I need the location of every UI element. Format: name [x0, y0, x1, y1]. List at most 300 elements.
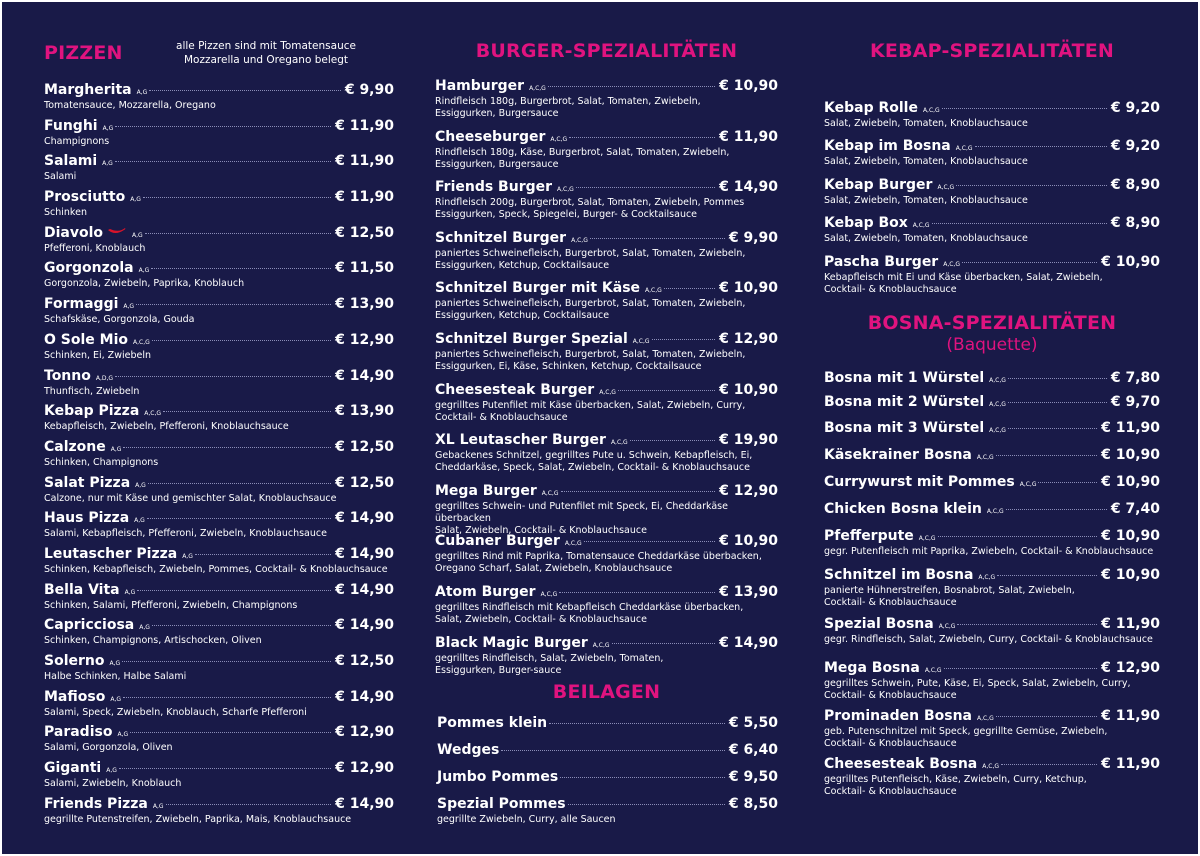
item-name: Tonno [44, 367, 91, 384]
burger-item-header [435, 483, 778, 501]
item-price: € 11,90 [1101, 707, 1160, 724]
item-description: Salami [44, 171, 77, 183]
bosna-item-header [824, 660, 1160, 678]
dotted-leader [549, 723, 725, 724]
item-description: Tomatensauce, Mozzarella, Oregano [44, 100, 216, 111]
pizzen-item [44, 475, 394, 511]
dotted-leader [932, 223, 1107, 224]
item-description: Essiggurken, Ketchup, Cocktailsauce [435, 259, 610, 271]
item-description: Calzone, nur mit Käse und gemischter Salat, Knoblauchsauce [44, 492, 337, 504]
dotted-leader [975, 146, 1107, 147]
item-description: Rindfleisch 180g, Käse, Burgerbrot, Salat, Tomaten, Zwiebeln, [435, 146, 730, 158]
item-allergens: A,C,G [918, 534, 936, 542]
item-allergens: A,G [152, 802, 164, 810]
item-name: Schnitzel Burger Spezial [435, 330, 628, 347]
item-price: € 13,90 [335, 403, 394, 420]
dotted-leader [956, 185, 1107, 186]
item-allergens: A,C,G [632, 337, 650, 345]
item-allergens: A,G [130, 196, 141, 204]
item-description: paniertes Schweinefleisch, Burgerbrot, Salat, Tomaten, Zwiebeln, [435, 247, 746, 259]
dotted-leader [561, 491, 716, 492]
kebap-list [824, 100, 1160, 295]
kebap-item-header [824, 254, 1160, 272]
item-name: Currywurst mit Pommes [824, 473, 1015, 490]
bosna-item-header [824, 567, 1160, 585]
item-price: € 6,40 [728, 742, 778, 759]
item-description: Essiggurken, Speck, Spiegelei, Burger- & Cocktailsauce [435, 209, 698, 221]
pizzen-item [44, 582, 394, 618]
dotted-leader [944, 668, 1098, 669]
item-allergens: A,G [136, 89, 148, 96]
pizzen-item-header [44, 546, 394, 564]
burger-item-header [435, 584, 778, 602]
dotted-leader [942, 108, 1107, 109]
dotted-leader [151, 268, 331, 269]
item-price: € 10,90 [1101, 446, 1160, 463]
burger-column [435, 2, 778, 826]
pizzen-item-header [44, 332, 394, 350]
dotted-leader [166, 804, 332, 805]
item-allergens: A,G [117, 731, 129, 739]
bosna-item [824, 528, 1160, 567]
kebap-title: KEBAP-SPEZIALITÄTEN [869, 40, 1115, 62]
item-description: Rindfleisch 200g, Burgerbrot, Salat, Tomaten, Zwiebeln, Pommes [435, 197, 745, 209]
item-description: Schinken, Champignons, Artischocken, Oliven [44, 635, 262, 647]
pizzen-item [44, 689, 394, 725]
pizzen-column [44, 2, 394, 831]
item-description: panierte Hühnerstreifen, Bosnabrot, Salat, Zwiebeln, [824, 584, 1075, 596]
item-name: Bosna mit 2 Würstel [824, 393, 985, 410]
dotted-leader [569, 137, 715, 138]
item-price: € 10,90 [1101, 566, 1160, 583]
item-allergens: A,C,G [540, 590, 558, 598]
bosna-item [824, 370, 1160, 394]
item-description: gegrilltes Rindfleisch mit Kebapfleisch Cheddarkäse überbacken, [435, 601, 744, 613]
dotted-leader [1008, 378, 1107, 379]
burger-item-header [435, 230, 778, 248]
kebap-item-header [824, 100, 1160, 118]
item-name: Margherita [44, 82, 132, 98]
bosna-item-header [824, 756, 1160, 774]
item-allergens: A,G [124, 588, 136, 596]
item-description: Gebackenes Schnitzel, gegrilltes Pute u. Schwein, Kebapfleisch, Ei, [435, 450, 753, 462]
pizzen-item-header [44, 368, 394, 386]
bosna-item [824, 420, 1160, 447]
item-price: € 12,50 [335, 474, 394, 491]
beilagen-title: BEILAGEN [552, 681, 661, 704]
item-description: Salat, Zwiebeln, Tomaten, Knoblauchsauce [824, 156, 1028, 168]
item-price: € 12,50 [335, 653, 394, 669]
dotted-leader [136, 304, 331, 305]
item-description: Essiggurken, Burgersauce [435, 108, 559, 119]
item-description: paniertes Schweinefleisch, Burgerbrot, Salat, Tomaten, Zwiebeln, [435, 348, 746, 360]
beilagen-item [437, 715, 778, 742]
item-price: € 10,90 [1101, 253, 1160, 270]
dotted-leader [147, 518, 331, 519]
pizzen-note-line-1: alle Pizzen sind mit Tomatensauce [176, 40, 356, 52]
item-name: Kebap Box [824, 215, 908, 232]
item-name: Atom Burger [435, 583, 536, 600]
pizzen-item-header [44, 617, 394, 635]
burger-item-header [435, 280, 778, 298]
bosna-item-header [824, 370, 1160, 388]
dotted-leader [996, 716, 1097, 717]
item-allergens: A,G [109, 660, 121, 667]
item-allergens: A,C,G [541, 489, 559, 497]
pizzen-item-header [44, 760, 394, 778]
item-price: € 14,90 [719, 634, 778, 651]
item-allergens: A,C,G [937, 183, 955, 191]
pizzen-item-header [44, 260, 394, 278]
item-allergens: A,G [106, 767, 117, 775]
dotted-leader [584, 541, 715, 542]
item-allergens: A,C,G [976, 714, 994, 722]
item-name: Prosciutto [44, 189, 126, 206]
item-name: Cheesesteak Burger [435, 381, 595, 398]
item-allergens: A,C,G [610, 439, 628, 447]
item-price: € 11,90 [1101, 615, 1160, 632]
kebap-bosna-column [824, 2, 1160, 802]
item-name: Kebap im Bosna [824, 138, 951, 155]
burger-item [435, 382, 778, 433]
item-description: paniertes Schweinefleisch, Burgerbrot, Salat, Tomaten, Zwiebeln, [435, 298, 746, 310]
dotted-leader [957, 624, 1097, 625]
beilagen-item [437, 742, 778, 769]
dotted-leader [618, 390, 715, 391]
pizzen-item [44, 510, 394, 546]
item-price: € 12,90 [335, 724, 394, 741]
pizzen-item [44, 368, 394, 404]
item-price: € 7,40 [1110, 500, 1160, 517]
item-description: Salami, Kebapfleisch, Pfefferoni, Zwiebeln, Knoblauchsauce [44, 528, 327, 540]
dotted-leader [560, 777, 725, 778]
bosna-subtitle: (Baquette) [946, 334, 1038, 355]
beilagen-list [435, 715, 778, 826]
bosna-item [824, 567, 1160, 616]
item-name: Paradiso [44, 724, 113, 741]
item-name: Bosna mit 1 Würstel [824, 369, 985, 386]
item-description: Schinken [44, 207, 87, 219]
bosna-item-header [824, 616, 1160, 634]
item-description: Essiggurken, Ei, Käse, Schinken, Ketchup, Cocktailsauce [435, 360, 702, 372]
item-name: Wedges [437, 742, 500, 759]
dotted-leader [590, 238, 725, 239]
item-description: Pfefferoni, Knoblauch [44, 242, 146, 254]
item-price: € 9,90 [344, 82, 394, 98]
item-name: Käsekrainer Bosna [824, 446, 972, 463]
dotted-leader [123, 447, 331, 448]
item-description: Cocktail- & Knoblauchsauce [824, 785, 957, 797]
kebap-item [824, 177, 1160, 215]
item-name: Solerno [44, 653, 105, 669]
item-name: Mafioso [44, 688, 106, 705]
dotted-leader [122, 661, 331, 662]
beilagen-item-header [437, 769, 778, 787]
dotted-leader [501, 750, 725, 751]
dotted-leader [119, 768, 331, 769]
pizzen-item [44, 760, 394, 796]
dotted-leader [1001, 764, 1097, 765]
item-description: Cocktail- & Knoblauchsauce [824, 283, 957, 295]
bosna-item-header [824, 708, 1160, 726]
item-allergens: A,C,G [912, 222, 930, 230]
item-description: Kebapfleisch, Zwiebeln, Pfefferoni, Knoblauchsauce [44, 421, 289, 433]
item-name: Funghi [44, 117, 98, 134]
item-name: Pommes klein [437, 715, 548, 732]
kebap-item [824, 100, 1160, 138]
bosna-item-header [824, 447, 1160, 465]
item-price: € 11,90 [1101, 419, 1160, 436]
item-name: Diavolo [44, 224, 104, 241]
item-description: Schinken, Kebapfleisch, Zwiebeln, Pommes, Cocktail- & Knoblauchsauce [44, 563, 388, 575]
pizzen-item [44, 403, 394, 439]
item-price: € 13,90 [719, 583, 778, 600]
pizzen-item [44, 724, 394, 760]
item-allergens: A,C,G [557, 186, 574, 194]
item-price: € 10,90 [719, 280, 778, 297]
item-allergens: A,G [102, 124, 114, 132]
pizzen-title: PIZZEN [44, 42, 123, 64]
item-description: Essiggurken, Ketchup, Cocktailsauce [435, 310, 610, 322]
item-description: Salat, Zwiebeln, Tomaten, Knoblauchsauce [824, 233, 1028, 245]
kebap-item [824, 215, 1160, 253]
item-price: € 12,50 [335, 224, 394, 241]
item-price: € 14,90 [335, 545, 394, 562]
dotted-leader [664, 288, 715, 289]
burger-item [435, 533, 778, 584]
item-name: Capricciosa [44, 617, 135, 634]
burger-item-header [435, 331, 778, 349]
item-price: € 10,90 [719, 533, 778, 550]
item-allergens: A,G [132, 231, 143, 239]
dotted-leader [576, 187, 715, 188]
item-price: € 8,90 [1110, 176, 1160, 193]
item-price: € 11,90 [719, 128, 778, 145]
burger-item [435, 230, 778, 281]
item-name: Kebap Rolle [824, 100, 918, 116]
kebap-item-header [824, 177, 1160, 195]
pizzen-header [44, 2, 394, 82]
item-allergens: A,G [182, 552, 193, 560]
item-description: Champignons [44, 135, 110, 147]
pizzen-item [44, 546, 394, 582]
item-description: gegrilltes Putenfleisch, Käse, Zwiebeln, Curry, Ketchup, [824, 773, 1087, 785]
item-description: Salami, Gorgonzola, Oliven [44, 742, 173, 754]
item-name: Mega Bosna [824, 659, 920, 676]
item-description: geb. Putenschnitzel mit Speck, gegrillte Gemüse, Zwiebeln, [824, 725, 1108, 737]
item-description: Cocktail- & Knoblauchsauce [435, 411, 568, 423]
burger-item-header [435, 129, 778, 147]
item-name: Jumbo Pommes [437, 769, 559, 786]
item-price: € 13,90 [335, 296, 394, 313]
pizzen-item-header [44, 153, 394, 171]
item-description: Schinken, Champignons [44, 456, 159, 468]
item-name: Spezial Pommes [437, 796, 566, 813]
beilagen-item-header [437, 796, 778, 814]
item-description: gegrilltes Rind mit Paprika, Tomatensauce Cheddarkäse überbacken, [435, 551, 762, 563]
bosna-item [824, 501, 1160, 528]
burger-item [435, 331, 778, 382]
bosna-item-header [824, 394, 1160, 412]
dotted-leader [115, 161, 331, 162]
pizzen-item-header [44, 475, 394, 493]
item-allergens: A,C,G [599, 388, 616, 396]
item-price: € 11,90 [335, 153, 394, 170]
dotted-leader [962, 262, 1097, 263]
beilagen-item-header [437, 715, 778, 733]
dotted-leader [115, 376, 331, 377]
item-name: Pascha Burger [824, 253, 939, 270]
item-description: gegrilltes Putenfilet mit Käse überbacken, Salat, Zwiebeln, Curry, [435, 399, 746, 411]
item-name: Schnitzel im Bosna [824, 566, 974, 583]
item-name: Friends Pizza [44, 795, 148, 812]
burger-title: BURGER-SPEZIALITÄTEN [475, 40, 738, 62]
item-price: € 19,90 [719, 432, 778, 449]
burger-item [435, 78, 778, 129]
dotted-leader [195, 554, 331, 555]
beilagen-item [437, 769, 778, 796]
item-price: € 14,90 [335, 367, 394, 384]
item-description: gegr. Putenfleisch mit Paprika, Zwiebeln, Cocktail- & Knoblauchsauce [824, 545, 1154, 557]
item-description: Essiggurken, Burger-sauce [435, 664, 562, 676]
item-price: € 14,90 [335, 688, 394, 705]
item-description: Cocktail- & Knoblauchsauce [824, 689, 957, 701]
item-price: € 14,90 [335, 581, 394, 598]
dotted-leader [152, 625, 331, 626]
item-allergens: A,C,G [978, 573, 996, 581]
item-allergens: A,C,G [144, 410, 162, 418]
dotted-leader [548, 86, 715, 87]
menu-page [2, 2, 1198, 854]
item-description: gegrilltes Schwein- und Putenfilet mit Speck, Ei, Cheddarkäse überbacken [435, 500, 728, 524]
item-description: Schafskäse, Gorgonzola, Gouda [44, 314, 195, 326]
dotted-leader [163, 411, 331, 412]
item-name: Cheeseburger [435, 128, 546, 145]
item-name: Schnitzel Burger mit Käse [435, 280, 641, 297]
item-description: gegr. Rindfleisch, Salat, Zwiebeln, Curry, Cocktail- & Knoblauchsauce [824, 633, 1153, 645]
burger-item-header [435, 179, 778, 197]
kebap-item [824, 138, 1160, 176]
item-description: gegrillte Zwiebeln, Curry, alle Saucen [437, 814, 616, 826]
item-name: Cubaner Burger [435, 533, 560, 550]
item-name: Black Magic Burger [435, 634, 588, 651]
item-price: € 9,90 [728, 229, 778, 246]
dotted-leader [630, 440, 715, 441]
item-price: € 12,50 [335, 438, 394, 455]
item-price: € 8,90 [1110, 215, 1160, 232]
dotted-leader [938, 536, 1098, 537]
item-allergens: A,C,G [989, 426, 1006, 434]
item-allergens: A,C,G [924, 666, 942, 674]
pizzen-item [44, 439, 394, 475]
item-allergens: A,G [110, 445, 122, 453]
pizzen-item-header [44, 189, 394, 207]
item-price: € 9,50 [728, 769, 778, 786]
item-price: € 14,90 [335, 795, 394, 812]
item-price: € 14,90 [335, 617, 394, 634]
item-allergens: A,C,G [976, 453, 994, 461]
item-description: Gorgonzola, Zwiebeln, Paprika, Knoblauch [44, 278, 245, 290]
item-name: Salami [44, 153, 98, 170]
item-name: Mega Burger [435, 482, 537, 499]
item-price: € 10,90 [1101, 473, 1160, 490]
dotted-leader [1038, 482, 1097, 483]
item-name: Bella Vita [44, 581, 120, 598]
item-price: € 11,50 [335, 260, 394, 277]
item-description: Thunfisch, Zwiebeln [44, 385, 140, 397]
item-description: Cocktail- & Knoblauchsauce [824, 737, 957, 749]
item-name: Cheesesteak Bosna [824, 755, 978, 772]
item-allergens: A,C,G [922, 107, 940, 114]
bosna-item-header [824, 420, 1160, 438]
item-price: € 12,90 [719, 330, 778, 347]
bosna-item [824, 616, 1160, 660]
burger-item [435, 129, 778, 180]
pizzen-item-header [44, 225, 394, 243]
burger-item-header [435, 78, 778, 96]
pizzen-item-header [44, 689, 394, 707]
item-allergens: A,C,G [571, 236, 588, 244]
burger-item [435, 483, 778, 534]
pizzen-item [44, 153, 394, 189]
pizzen-item [44, 225, 394, 261]
burger-item [435, 635, 778, 686]
dotted-leader [143, 197, 331, 198]
dotted-leader [1008, 402, 1107, 403]
item-price: € 10,90 [1101, 527, 1160, 544]
pizzen-item-header [44, 582, 394, 600]
bosna-item [824, 447, 1160, 474]
dotted-leader [559, 592, 715, 593]
burger-item [435, 432, 778, 483]
pizzen-item-header [44, 82, 394, 100]
dotted-leader [1008, 428, 1097, 429]
pizzen-item [44, 796, 394, 832]
pizzen-item [44, 296, 394, 332]
item-description: Salami, Zwiebeln, Knoblauch [44, 778, 182, 790]
item-allergens: A,C,G [564, 540, 582, 548]
item-allergens: A,G [123, 303, 135, 311]
pizzen-item-header [44, 296, 394, 314]
item-description: Salat, Zwiebeln, Cocktail- & Knoblauchsauce [435, 613, 647, 625]
item-price: € 14,90 [335, 510, 394, 527]
burger-item [435, 584, 778, 635]
bosna-item-header [824, 474, 1160, 492]
item-description: Salat, Zwiebeln, Tomaten, Knoblauchsauce [824, 194, 1028, 206]
item-description: Salat, Zwiebeln, Cocktail- & Knoblauchsauce [435, 524, 647, 536]
pizzen-item [44, 260, 394, 296]
item-allergens: A,G [110, 695, 121, 703]
item-name: Kebap Pizza [44, 403, 140, 420]
bosna-item-header [824, 501, 1160, 519]
bosna-item [824, 708, 1160, 756]
pizzen-item [44, 82, 394, 118]
item-description: Schinken, Salami, Pfefferoni, Zwiebeln, Champignons [44, 599, 298, 611]
item-description: gegrilltes Rindfleisch, Salat, Zwiebeln, Tomaten, [435, 652, 664, 664]
item-allergens: A,C,G [645, 287, 662, 295]
pizzen-item-header [44, 118, 394, 136]
item-allergens: A,G [135, 481, 146, 489]
item-name: Salat Pizza [44, 474, 131, 491]
item-allergens: A,C,G [986, 507, 1004, 515]
item-allergens: A,G [102, 160, 113, 168]
beilagen-item-header [437, 742, 778, 760]
bosna-item [824, 660, 1160, 708]
item-allergens: A,C,G [989, 400, 1006, 408]
item-name: Giganti [44, 760, 102, 777]
kebap-item-header [824, 138, 1160, 156]
chili-pepper-icon [107, 227, 127, 237]
